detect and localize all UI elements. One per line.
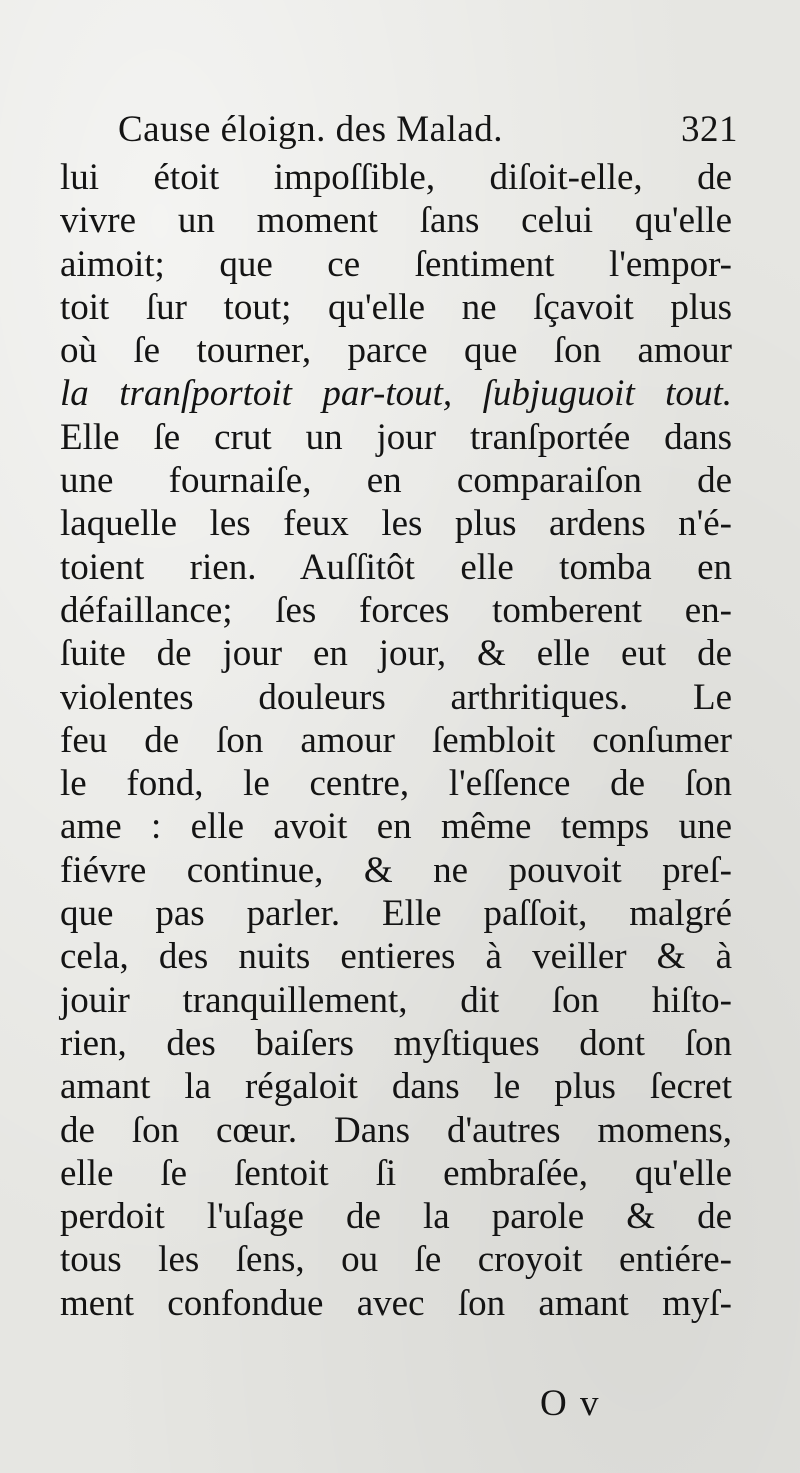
text-line: elle ſe ſentoit ſi embraſée, qu'elle: [60, 1152, 732, 1194]
text-line: jouir tranquillement, dit ſon hiſto-: [60, 979, 732, 1021]
text-line: aimoit; que ce ſentiment l'empor-: [60, 243, 732, 285]
text-line: le fond, le centre, l'eſſence de ſon: [60, 763, 732, 805]
running-title: Cause éloign. des Malad.: [118, 109, 503, 150]
text-line: vivre un moment ſans celui qu'elle: [60, 200, 732, 242]
text-line: la tranſportoit par-tout, ſubjuguoit tout.: [60, 373, 732, 415]
text-line: lui étoit impoſſible, diſoit-elle, de: [60, 157, 732, 198]
body-text: [60, 156, 732, 1325]
text-line: laquelle les feux les plus ardens n'é-: [60, 503, 732, 545]
text-line: fiévre continue, & ne pouvoit preſ-: [60, 849, 732, 891]
text-line: violentes douleurs arthritiques. Le: [60, 676, 732, 718]
text-line: Elle ſe crut un jour tranſportée dans: [60, 416, 732, 458]
text-line: que pas parler. Elle paſſoit, malgré: [60, 893, 732, 935]
text-line: rien, des baiſers myſtiques dont ſon: [60, 1022, 732, 1064]
text-line: toit ſur tout; qu'elle ne ſçavoit plus: [60, 286, 732, 328]
text-line: où ſe tourner, parce que ſon amour: [60, 330, 732, 372]
text-line: tous les ſens, ou ſe croyoit entiére-: [60, 1239, 732, 1281]
signature-mark: O v: [540, 1383, 601, 1424]
text-line: toient rien. Auſſitôt elle tomba en: [60, 546, 732, 588]
text-line: défaillance; ſes forces tomberent en-: [60, 589, 732, 631]
text-line: feu de ſon amour ſembloit conſumer: [60, 719, 732, 761]
text-line: cela, des nuits entieres à veiller & à: [60, 936, 732, 978]
text-line: de ſon cœur. Dans d'autres momens,: [60, 1109, 732, 1151]
text-line: une fournaiſe, en comparaiſon de: [60, 460, 732, 502]
text-line: ment confondue avec ſon amant myſ-: [60, 1282, 732, 1324]
text-line: amant la régaloit dans le plus ſecret: [60, 1066, 732, 1108]
text-line: ſuite de jour en jour, & elle eut de: [60, 633, 732, 675]
text-line: perdoit l'uſage de la parole & de: [60, 1196, 732, 1238]
text-line: ame : elle avoit en même temps une: [60, 806, 732, 848]
running-head: [118, 104, 738, 158]
page-number: 321: [681, 109, 738, 150]
